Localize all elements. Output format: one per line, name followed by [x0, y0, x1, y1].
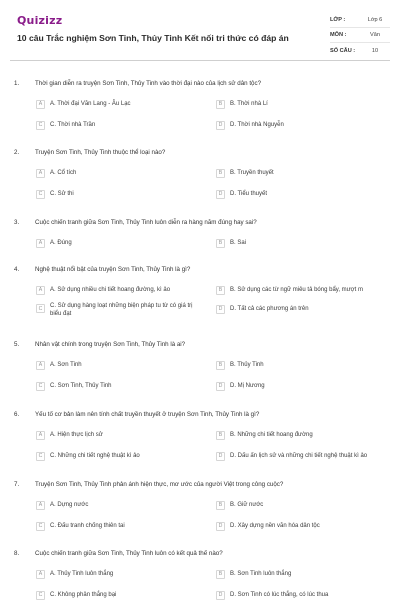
- option-letter-box: A: [36, 431, 45, 440]
- option-letter-box: A: [36, 169, 45, 178]
- option-d[interactable]: [216, 588, 328, 600]
- question-text: Cuộc chiến tranh giữa Sơn Tinh, Thủy Tinh luôn có kết quả thế nào?: [35, 550, 223, 557]
- option-a[interactable]: [36, 166, 76, 180]
- option-c[interactable]: [36, 118, 95, 132]
- option-d[interactable]: [216, 118, 284, 132]
- option-letter-box: A: [36, 100, 45, 109]
- question-number: 4.: [14, 266, 20, 273]
- option-text: A. Sử dụng nhiều chi tiết hoang đường, kì ảo: [50, 286, 171, 293]
- option-letter-box: D: [216, 382, 225, 391]
- meta-row-subject: [330, 28, 390, 43]
- option-d[interactable]: [216, 379, 265, 393]
- option-text: D. Mị Nương: [230, 382, 265, 389]
- option-text: D. Tất cả các phương án trên: [230, 305, 309, 312]
- option-text: A. Cổ tích: [50, 169, 77, 176]
- option-b[interactable]: [216, 166, 274, 180]
- question-text: Nghệ thuật nổi bật của truyện Sơn Tinh, Thủy Tinh là gì?: [35, 266, 191, 273]
- quizizz-logo[interactable]: Quizizz: [17, 14, 63, 27]
- option-text: A. Thủy Tinh luôn thắng: [50, 570, 114, 577]
- option-text: D. Dấu ấn lịch sử và những chi tiết nghệ thuật kì ảo: [230, 452, 368, 459]
- option-text: B. Giữ nước: [230, 501, 264, 508]
- option-text: C. Không phân thắng bại: [50, 591, 117, 598]
- option-letter-box: D: [216, 452, 225, 461]
- option-text: D. Sơn Tinh có lúc thắng, có lúc thua: [230, 591, 329, 598]
- option-letter-box: C: [36, 382, 45, 391]
- option-letter-box: B: [216, 570, 225, 579]
- question-number: 8.: [14, 550, 20, 557]
- question-text: Yếu tố cơ bản làm nên tính chất truyền thuyết ở truyện Sơn Tinh, Thủy Tinh là gì?: [35, 411, 260, 418]
- option-letter-box: C: [36, 190, 45, 199]
- option-text: A. Sơn Tinh: [50, 361, 82, 368]
- option-text: B. Thời nhà Lí: [230, 100, 268, 107]
- option-letter-box: B: [216, 100, 225, 109]
- option-b[interactable]: [216, 236, 246, 250]
- meta-panel: [330, 13, 390, 58]
- option-a[interactable]: [36, 358, 82, 372]
- meta-label: MÔN :: [330, 32, 347, 38]
- option-text: A. Dựng nước: [50, 501, 89, 508]
- question-number: 3.: [14, 219, 20, 226]
- meta-row-count: [330, 43, 390, 58]
- option-text: C. Sử dụng hàng loạt những biện pháp tu từ có giá trị biểu đạt: [50, 303, 193, 318]
- question-text: Cuộc chiến tranh giữa Sơn Tinh, Thủy Tinh luôn diễn ra hàng năm đúng hay sai?: [35, 219, 257, 226]
- option-letter-box: A: [36, 286, 45, 295]
- option-text: C. Sơn Tinh, Thủy Tinh: [50, 382, 112, 389]
- option-text: B. Sai: [230, 239, 247, 246]
- question-text: Truyện Sơn Tinh, Thủy Tinh thuộc thể loại nào?: [35, 149, 166, 156]
- option-letter-box: D: [216, 305, 225, 314]
- meta-value: Văn: [370, 32, 380, 38]
- option-text: B. Truyền thuyết: [230, 169, 274, 176]
- option-a[interactable]: [36, 97, 131, 111]
- option-c[interactable]: [36, 379, 112, 393]
- question-text: Truyện Sơn Tinh, Thủy Tinh phản ánh hiện thực, mơ ước của người Việt trong công cuộc?: [35, 481, 284, 488]
- question-number: 5.: [14, 341, 20, 348]
- option-letter-box: B: [216, 169, 225, 178]
- header-divider: [10, 60, 390, 61]
- option-text: D. Xây dựng nền văn hóa dân tộc: [230, 522, 320, 529]
- option-text: C. Những chi tiết nghệ thuật kì ảo: [50, 452, 140, 459]
- meta-label: SỐ CÂU :: [330, 47, 356, 54]
- option-letter-box: D: [216, 190, 225, 199]
- option-b[interactable]: [216, 97, 268, 111]
- option-letter-box: C: [36, 304, 45, 313]
- option-c[interactable]: [36, 449, 140, 463]
- option-text: D. Tiểu thuyết: [230, 190, 268, 197]
- question-number: 2.: [14, 149, 20, 156]
- option-c[interactable]: [36, 519, 125, 533]
- option-b[interactable]: [216, 283, 363, 297]
- option-letter-box: D: [216, 591, 225, 600]
- option-b[interactable]: [216, 428, 313, 442]
- option-letter-box: C: [36, 121, 45, 130]
- option-text: A. Đúng: [50, 239, 72, 246]
- option-d[interactable]: [216, 187, 267, 201]
- question-number: 6.: [14, 411, 20, 418]
- option-a[interactable]: [36, 283, 170, 297]
- meta-value: 10: [371, 47, 379, 54]
- option-letter-box: A: [36, 501, 45, 510]
- option-letter-box: A: [36, 570, 45, 579]
- option-text: C. Sử thi: [50, 190, 74, 197]
- option-letter-box: B: [216, 501, 225, 510]
- option-d[interactable]: [216, 302, 309, 316]
- option-text: C. Đấu tranh chống thiên tai: [50, 522, 125, 529]
- meta-label: LỚP :: [330, 17, 346, 23]
- page-title: 10 câu Trắc nghiệm Sơn Tinh, Thủy Tinh Kết nối tri thức có đáp án: [17, 33, 289, 43]
- option-letter-box: A: [36, 361, 45, 370]
- option-letter-box: C: [36, 452, 45, 461]
- question-number: 1.: [14, 80, 20, 87]
- header: [0, 0, 400, 64]
- option-letter-box: D: [216, 121, 225, 130]
- option-letter-box: C: [36, 591, 45, 600]
- option-text: D. Thời nhà Nguyễn: [230, 121, 284, 128]
- option-a[interactable]: [36, 236, 72, 250]
- question-text: Thời gian diễn ra truyện Sơn Tinh, Thủy Tinh vào thời đại nào của lịch sử dân tộc?: [35, 80, 262, 87]
- question-number: 7.: [14, 481, 20, 488]
- option-letter-box: B: [216, 431, 225, 440]
- option-a[interactable]: [36, 567, 113, 581]
- option-c[interactable]: [36, 588, 116, 600]
- option-letter-box: A: [36, 239, 45, 248]
- option-b[interactable]: [216, 498, 263, 512]
- option-text: B. Thủy Tinh: [230, 361, 264, 368]
- meta-value: Lớp 6: [367, 17, 383, 23]
- option-b[interactable]: [216, 567, 291, 581]
- option-c[interactable]: [36, 187, 74, 201]
- option-text: A. Hiện thực lịch sử: [50, 431, 103, 438]
- option-text: C. Thời nhà Trần: [50, 121, 96, 128]
- option-letter-box: B: [216, 239, 225, 248]
- option-letter-box: D: [216, 522, 225, 531]
- option-text: B. Sơn Tinh luôn thắng: [230, 570, 292, 577]
- option-letter-box: B: [216, 361, 225, 370]
- option-d[interactable]: [216, 519, 320, 533]
- meta-row-class: [330, 13, 390, 28]
- option-text: A. Thời đại Văn Lang - Âu Lạc: [50, 100, 131, 107]
- option-a[interactable]: [36, 498, 88, 512]
- option-c[interactable]: [36, 302, 200, 324]
- option-text: B. Sử dụng các từ ngữ miêu tả bóng bẩy, mượt m: [230, 286, 363, 293]
- option-letter-box: C: [36, 522, 45, 531]
- option-a[interactable]: [36, 428, 103, 442]
- option-d[interactable]: [216, 449, 367, 463]
- question-text: Nhân vật chính trong truyện Sơn Tinh, Thủy Tinh là ai?: [35, 341, 186, 348]
- option-b[interactable]: [216, 358, 264, 372]
- option-letter-box: B: [216, 286, 225, 295]
- option-text: B. Những chi tiết hoang đường: [230, 431, 313, 438]
